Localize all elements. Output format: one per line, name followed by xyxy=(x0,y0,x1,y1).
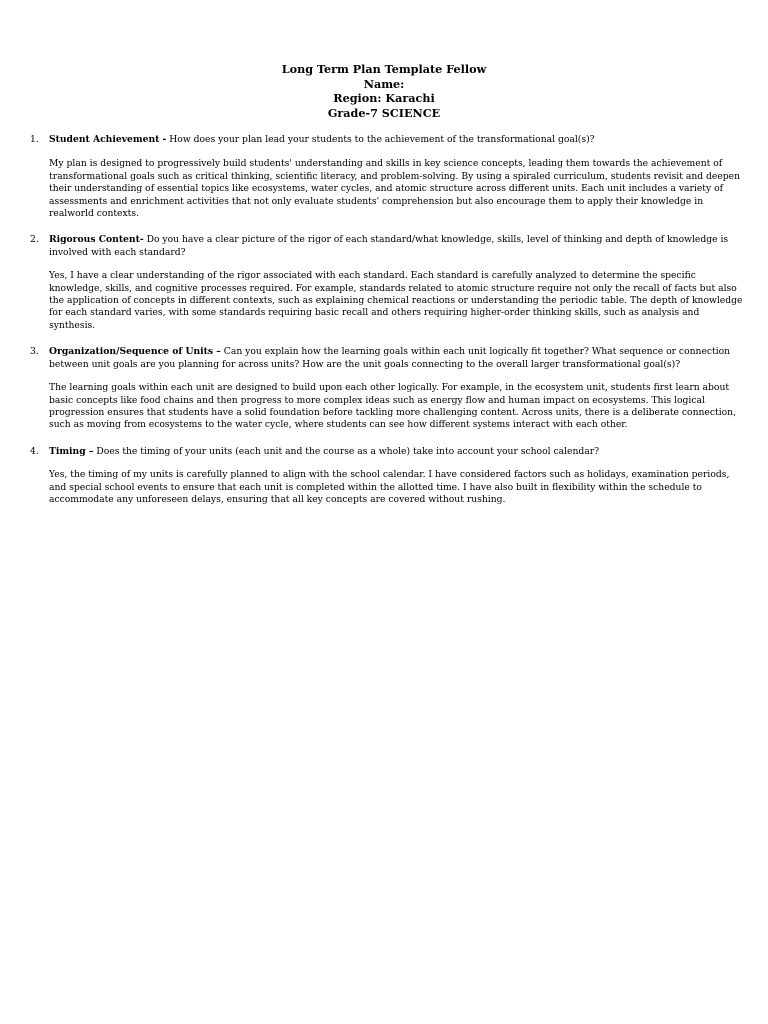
answer-text: Yes, the timing of my units is carefully planned to align with the school calendar. I have considered factors such as holidays, examination periods, and special school events to ensure that each unit is completed within the allotted time. I have also built in flexibility within the schedule to accommodate any unforeseen delays, ensuring that all key concepts are covered without rushing. xyxy=(49,469,730,505)
grade-label: Grade-7 SCIENCE xyxy=(327,105,441,120)
question-text xyxy=(49,234,746,259)
question-body: Does the timing of your units (each unit and the course as a whole) take into account your school calendar? xyxy=(93,445,600,457)
document-header xyxy=(0,62,768,120)
list-item xyxy=(30,234,746,332)
item-number: 1. xyxy=(30,134,39,145)
question-body: Can you explain how the learning goals within each unit logically fit together? What sequence or connection between unit goals are you planning for across units? How are the unit goals connecting to the overall larger transformational goal(s)? xyxy=(49,346,731,370)
list-item xyxy=(30,134,746,220)
item-number: 3. xyxy=(30,346,39,358)
list-item xyxy=(30,346,746,431)
question-label: Rigorous Content- xyxy=(49,234,144,246)
question-body: Do you have a clear picture of the rigor of each standard/what knowledge, skills, level of thinking and depth of knowledge is involved with each standard? xyxy=(49,234,729,258)
fellow-name-label: Name: xyxy=(363,76,405,91)
question-text xyxy=(49,134,746,146)
answer-text: My plan is designed to progressively build students' understanding and skills in key science concepts, leading them towards the achievement of transformational goals such as critical thinking, scientific literacy, and problem-solving. By using a spiraled curriculum, students revisit and deepen their understanding of essential topics like ecosystems, water cycles, and atomic structure across different units. Each unit includes a variety of assessments and enrichment activities that not only evaluate students' comprehension but also encourage them to apply their knowledge in realworld contexts. xyxy=(49,158,741,220)
question-label: Timing – xyxy=(49,445,94,457)
question-list xyxy=(30,134,746,520)
question-body: How does your plan lead your students to the achievement of the transformational goal(s)? xyxy=(166,134,595,145)
answer-text: The learning goals within each unit are designed to build upon each other logically. For example, in the ecosystem unit, students first learn about basic concepts like food chains and then progress to more complex ideas such as energy flow and human impact on ecosystems. This logical progression ensures that students have a solid foundation before tackling more challenging content. Across units, there is a deliberate connection, such as moving from ecosystems to the water cycle, where students can see how different systems interact with each other. xyxy=(49,382,736,431)
list-item xyxy=(30,446,746,507)
region-label: Region: Karachi xyxy=(333,91,435,106)
item-number: 2. xyxy=(30,234,39,246)
question-label: Organization/Sequence of Units – xyxy=(49,346,221,358)
document-title: Long Term Plan Template Fellow xyxy=(281,62,487,76)
item-number: 4. xyxy=(30,445,39,457)
answer-text: Yes, I have a clear understanding of the rigor associated with each standard. Each standard is carefully analyzed to determine the specific knowledge, skills, and cognitive processes required. For example, standards related to atomic structure require not only the recall of facts but also the application of concepts in different contexts, such as explaining chemical reactions or understanding the periodic table. The depth of knowledge for each standard varies, with some standards requiring basic recall and others requiring higher-order thinking skills, such as analysis and synthesis. xyxy=(49,270,743,331)
question-label: Student Achievement - xyxy=(49,134,167,145)
question-text xyxy=(49,446,746,458)
question-text xyxy=(49,346,746,371)
